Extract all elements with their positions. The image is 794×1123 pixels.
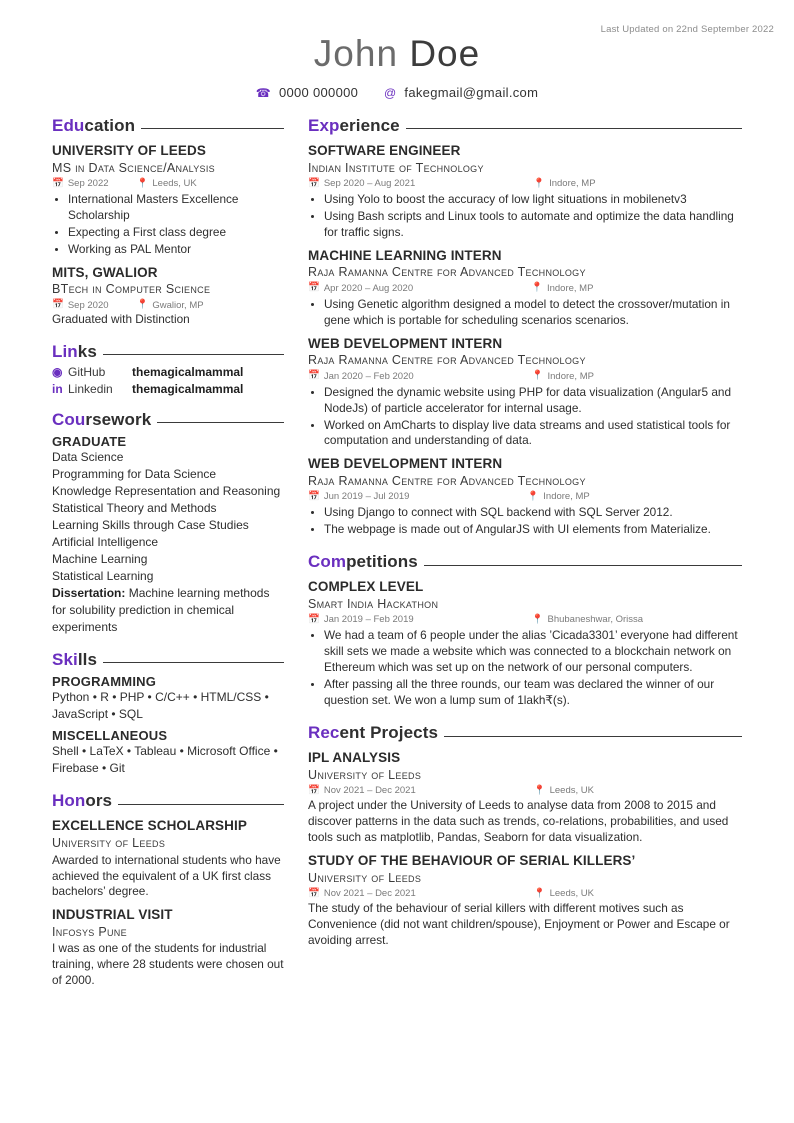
section-rule	[103, 354, 284, 355]
entry-title: WEB DEVELOPMENT INTERN	[308, 456, 503, 472]
entry-title: INDUSTRIAL VISIT	[52, 907, 173, 923]
list-item: • We had a team of 6 people under the alias ’Cicada3301’ everyone had different skill sets we made a website which was connected to a blockchain network on Ethereum which was set up on the network of our personal computers.	[324, 628, 742, 676]
section-rule	[103, 662, 284, 663]
entry-bullets	[308, 297, 742, 329]
section-header-coursework	[52, 410, 284, 430]
calendar-icon: 📅	[308, 491, 320, 503]
link-value[interactable]: themagicalmammal	[132, 364, 244, 379]
last-updated-text: Last Updated on 22nd September 2022	[600, 24, 774, 35]
link-row-linkedin[interactable]	[52, 382, 284, 396]
calendar-icon: 📅	[308, 370, 320, 382]
link-label: Linkedin	[68, 381, 113, 396]
entry-subtitle: University of Leeds	[308, 870, 422, 885]
section-header-honors	[52, 791, 284, 811]
skills-group-text: Shell • LaTeX • Tableau • Microsoft Office • Firebase • Git	[52, 743, 278, 776]
linkedin-icon: in	[52, 381, 63, 396]
entry-title: UNIVERSITY OF LEEDS	[52, 142, 206, 158]
calendar-icon: 📅	[308, 887, 320, 899]
email-address[interactable]: fakegmail@gmail.com	[404, 84, 539, 100]
list-item: • After passing all the three rounds, our team was declared the winner of our question set. We won a lump sum of 1lakh₹(s).	[324, 677, 742, 709]
entry-title: COMPLEX LEVEL	[308, 579, 424, 595]
calendar-icon: 📅	[308, 614, 320, 626]
entry-bullets	[308, 192, 742, 241]
coursework-subhead: GRADUATE	[52, 433, 127, 449]
first-name: John	[313, 33, 399, 74]
entry-date: 📅 Nov 2021 – Dec 2021	[308, 784, 416, 797]
entry-subtitle: Raja Ramanna Centre for Advanced Technology	[308, 353, 586, 368]
dissertation-label: Dissertation:	[52, 585, 126, 600]
entry-meta	[308, 371, 742, 382]
entry-meta	[308, 614, 742, 625]
section-header-skills	[52, 650, 284, 670]
entry-bullets	[308, 505, 742, 538]
course-item: Statistical Learning	[52, 568, 154, 583]
section-title-recent-projects: Recent Projects	[308, 723, 439, 743]
list-item: • Using Genetic algorithm designed a model to detect the crossover/mutation in gene which is portable for scheduling scenarios scenarios.	[324, 297, 742, 329]
entry-meta	[52, 178, 284, 189]
entry-subtitle: University of Leeds	[52, 836, 166, 851]
entry-date: 📅 Apr 2020 – Aug 2020	[308, 282, 414, 294]
entry-title: WEB DEVELOPMENT INTERN	[308, 335, 503, 351]
entry-title: IPL ANALYSIS	[308, 750, 401, 766]
list-item: • Working as PAL Mentor	[68, 242, 284, 258]
section-header-competitions	[308, 552, 742, 572]
section-rule	[141, 128, 284, 129]
course-item: Learning Skills through Case Studies	[52, 517, 249, 532]
experience-entry	[308, 456, 742, 538]
entry-subtitle: University of Leeds	[308, 767, 422, 782]
location-pin-icon: 📍	[533, 784, 546, 796]
list-item: • Worked on AmCharts to display live data streams and used statistical tools for computation and understanding of data.	[324, 418, 742, 450]
course-item: Programming for Data Science	[52, 466, 217, 481]
section-title-links: Links	[52, 341, 97, 361]
location-pin-icon: 📍	[531, 282, 543, 294]
section-title-experience: Experience	[308, 115, 400, 135]
list-item: • Expecting a First class degree	[68, 225, 284, 241]
course-item: Knowledge Representation and Reasoning	[52, 483, 281, 498]
entry-subtitle: Infosys Pune	[52, 925, 127, 940]
course-item: Machine Learning	[52, 551, 148, 566]
competition-entry	[308, 579, 742, 709]
entry-meta	[308, 888, 742, 899]
entry-bullets	[308, 628, 742, 709]
left-column	[52, 116, 284, 990]
entry-location: 📍 Leeds, UK	[136, 177, 197, 189]
course-item: Artificial Intelligence	[52, 534, 159, 549]
project-entry	[308, 853, 742, 949]
last-name: Doe	[409, 33, 481, 74]
location-pin-icon: 📍	[531, 370, 544, 382]
course-item: Data Science	[52, 449, 124, 464]
calendar-icon: 📅	[308, 784, 320, 796]
course-item: Statistical Theory and Methods	[52, 500, 217, 515]
honor-entry	[52, 907, 284, 989]
section-rule	[157, 422, 284, 423]
entry-subtitle: Raja Ramanna Centre for Advanced Technology	[308, 474, 586, 489]
entry-location: 📍 Gwalior, MP	[136, 299, 204, 311]
entry-title: STUDY OF THE BEHAVIOUR OF SERIAL KILLERS’	[308, 852, 636, 868]
entry-title: EXCELLENCE SCHOLARSHIP	[52, 818, 247, 834]
right-column	[284, 116, 742, 949]
section-title-honors: Honors	[52, 791, 113, 811]
entry-note: Graduated with Distinction	[52, 311, 190, 326]
experience-entry	[308, 336, 742, 450]
entry-date: 📅 Jun 2019 – Jul 2019	[308, 491, 410, 503]
entry-location: 📍 Indore, MP	[527, 491, 590, 503]
dissertation	[52, 585, 284, 636]
list-item: • Designed the dynamic website using PHP for data visualization (Angular5 and NodeJs) of particle accelerator for internal usage.	[324, 385, 742, 417]
experience-entry	[308, 248, 742, 329]
entry-meta	[308, 283, 742, 294]
section-title-skills: Skills	[52, 649, 98, 669]
education-entry	[52, 265, 284, 328]
contact-line	[52, 85, 742, 100]
entry-meta	[308, 491, 742, 502]
entry-meta	[52, 300, 284, 311]
honor-entry	[52, 818, 284, 900]
section-rule	[406, 128, 742, 129]
section-rule	[118, 804, 284, 805]
columns	[52, 116, 742, 990]
location-pin-icon: 📍	[136, 177, 149, 189]
calendar-icon: 📅	[308, 282, 320, 294]
location-pin-icon: 📍	[527, 491, 540, 503]
section-header-recent-projects	[308, 723, 742, 743]
phone-number: 0000 000000	[278, 84, 359, 100]
calendar-icon: 📅	[308, 177, 320, 189]
page-title	[52, 34, 742, 75]
entry-date: 📅 Sep 2020	[52, 299, 109, 311]
skills-group-head: MISCELLANEOUS	[52, 727, 168, 743]
link-value[interactable]: themagicalmammal	[132, 381, 244, 396]
location-pin-icon: 📍	[531, 614, 544, 626]
entry-bullets	[52, 192, 284, 258]
calendar-icon: 📅	[52, 177, 64, 189]
entry-bullets	[308, 385, 742, 450]
section-title-competitions: Competitions	[308, 552, 418, 572]
entry-location: 📍 Bhubaneshwar, Orissa	[531, 614, 644, 626]
calendar-icon: 📅	[52, 299, 64, 311]
link-row-github[interactable]	[52, 365, 284, 379]
entry-date: 📅 Sep 2020 – Aug 2021	[308, 177, 416, 189]
location-pin-icon: 📍	[533, 887, 546, 899]
dissertation-text: Machine learning methods for solubility prediction in chemical experiments	[52, 585, 270, 634]
entry-location: 📍 Indore, MP	[531, 282, 594, 294]
entry-note: The study of the behaviour of serial killers with different motives such as Convenience (did not want children/spouse), Enjoyment or Power and Escape or avoiding arrest.	[308, 901, 730, 947]
section-rule	[444, 736, 742, 737]
entry-date: 📅 Nov 2021 – Dec 2021	[308, 887, 416, 900]
entry-location: 📍 Indore, MP	[533, 177, 596, 189]
entry-location: 📍 Indore, MP	[531, 370, 594, 382]
list-item: • International Masters Excellence Scholarship	[68, 192, 284, 224]
entry-date: 📅 Jan 2019 – Feb 2019	[308, 614, 414, 626]
section-header-experience	[308, 116, 742, 136]
github-icon: ◉	[52, 364, 63, 379]
section-header-links	[52, 342, 284, 362]
project-entry	[308, 750, 742, 846]
section-header-education	[52, 116, 284, 136]
entry-subtitle: BTech in Computer Science	[52, 282, 211, 297]
list-item: • The webpage is made out of AngularJS with UI elements from Materialize.	[324, 522, 742, 538]
skills-group-text: Python • R • PHP • C/C++ • HTML/CSS • JavaScript • SQL	[52, 689, 269, 722]
entry-subtitle: Indian Institute of Technology	[308, 160, 484, 175]
entry-location: 📍 Leeds, UK	[533, 784, 594, 797]
entry-location: 📍 Leeds, UK	[533, 887, 594, 900]
entry-meta	[308, 178, 742, 189]
location-pin-icon: 📍	[136, 299, 149, 311]
link-label: GitHub	[68, 364, 106, 379]
list-item: • Using Django to connect with SQL backend with SQL Server 2012.	[324, 505, 742, 521]
entry-title: MACHINE LEARNING INTERN	[308, 247, 502, 263]
entry-note: A project under the University of Leeds to analyse data from 2008 to 2015 and discover patterns in the data such as trends, co-relations, probabilities, and used tools such as matplotlib, Pandas, Seaborn for data visualization.	[308, 798, 729, 845]
section-rule	[424, 565, 742, 566]
at-icon: @	[384, 85, 397, 100]
entry-meta	[308, 785, 742, 796]
entry-note: Awarded to international students who have achieved the equivalent of a UK first class bachelors’ degree.	[52, 852, 281, 899]
skills-group-head: PROGRAMMING	[52, 673, 157, 689]
education-entry	[52, 143, 284, 258]
experience-entry	[308, 143, 742, 241]
entry-title: SOFTWARE ENGINEER	[308, 142, 461, 158]
list-item: • Using Bash scripts and Linux tools to automate and optimize the data handling for traffic signs.	[324, 209, 742, 241]
list-item: • Using Yolo to boost the accuracy of low light situations in mobilenetv3	[324, 192, 742, 208]
entry-subtitle: MS in Data Science/Analysis	[52, 160, 215, 175]
entry-subtitle: Raja Ramanna Centre for Advanced Technology	[308, 265, 586, 280]
phone-icon: ☎	[255, 85, 272, 100]
section-title-coursework: Coursework	[52, 409, 152, 429]
section-title-education: Education	[52, 115, 136, 135]
entry-date: 📅 Jan 2020 – Feb 2020	[308, 370, 414, 382]
entry-note: I was as one of the students for industrial training, where 28 students were chosen out of 2000.	[52, 941, 284, 988]
entry-title: MITS, GWALIOR	[52, 264, 158, 280]
entry-date: 📅 Sep 2022	[52, 177, 109, 189]
location-pin-icon: 📍	[533, 177, 546, 189]
entry-subtitle: Smart India Hackathon	[308, 597, 439, 612]
